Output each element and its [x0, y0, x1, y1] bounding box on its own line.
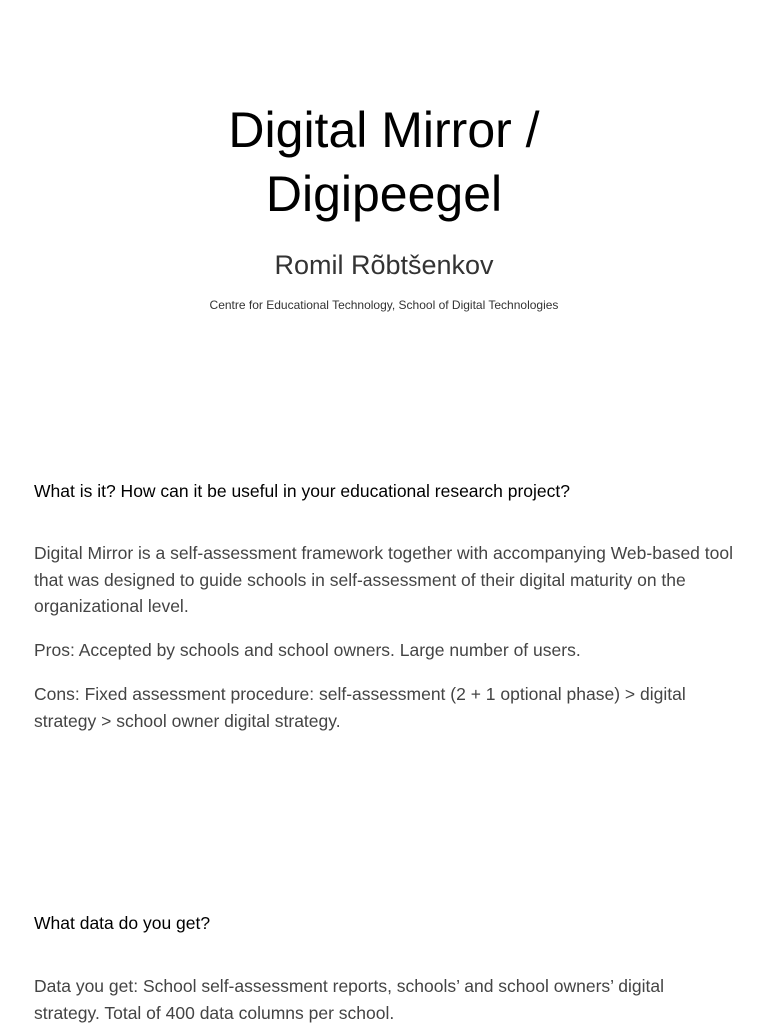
slide-title-line-1: Digital Mirror / [228, 102, 540, 158]
paragraph-description: Digital Mirror is a self-assessment framework together with accompanying Web-based tool that was designed to guide schools in self-assessment of their digital maturity on the organizational level. [34, 543, 733, 616]
section-question-what-is-it: What is it? How can it be useful in your educational research project? [34, 481, 570, 501]
slide-title [0, 98, 768, 226]
paragraph-pros: Pros: Accepted by schools and school owners. Large number of users. [34, 640, 581, 660]
paragraph-data: Data you get: School self-assessment reports, schools’ and school owners’ digital strategy. Total of 400 data columns per school. [34, 976, 664, 1023]
author-affiliation: Centre for Educational Technology, School of Digital Technologies [209, 298, 559, 312]
paragraph-cons: Cons: Fixed assessment procedure: self-assessment (2 + 1 optional phase) > digital strategy > school owner digital strategy. [34, 684, 686, 731]
slide-title-line-2: Digipeegel [265, 166, 503, 222]
section-question-what-data: What data do you get? [34, 913, 211, 933]
author-name: Romil Rõbtšenkov [274, 250, 494, 280]
